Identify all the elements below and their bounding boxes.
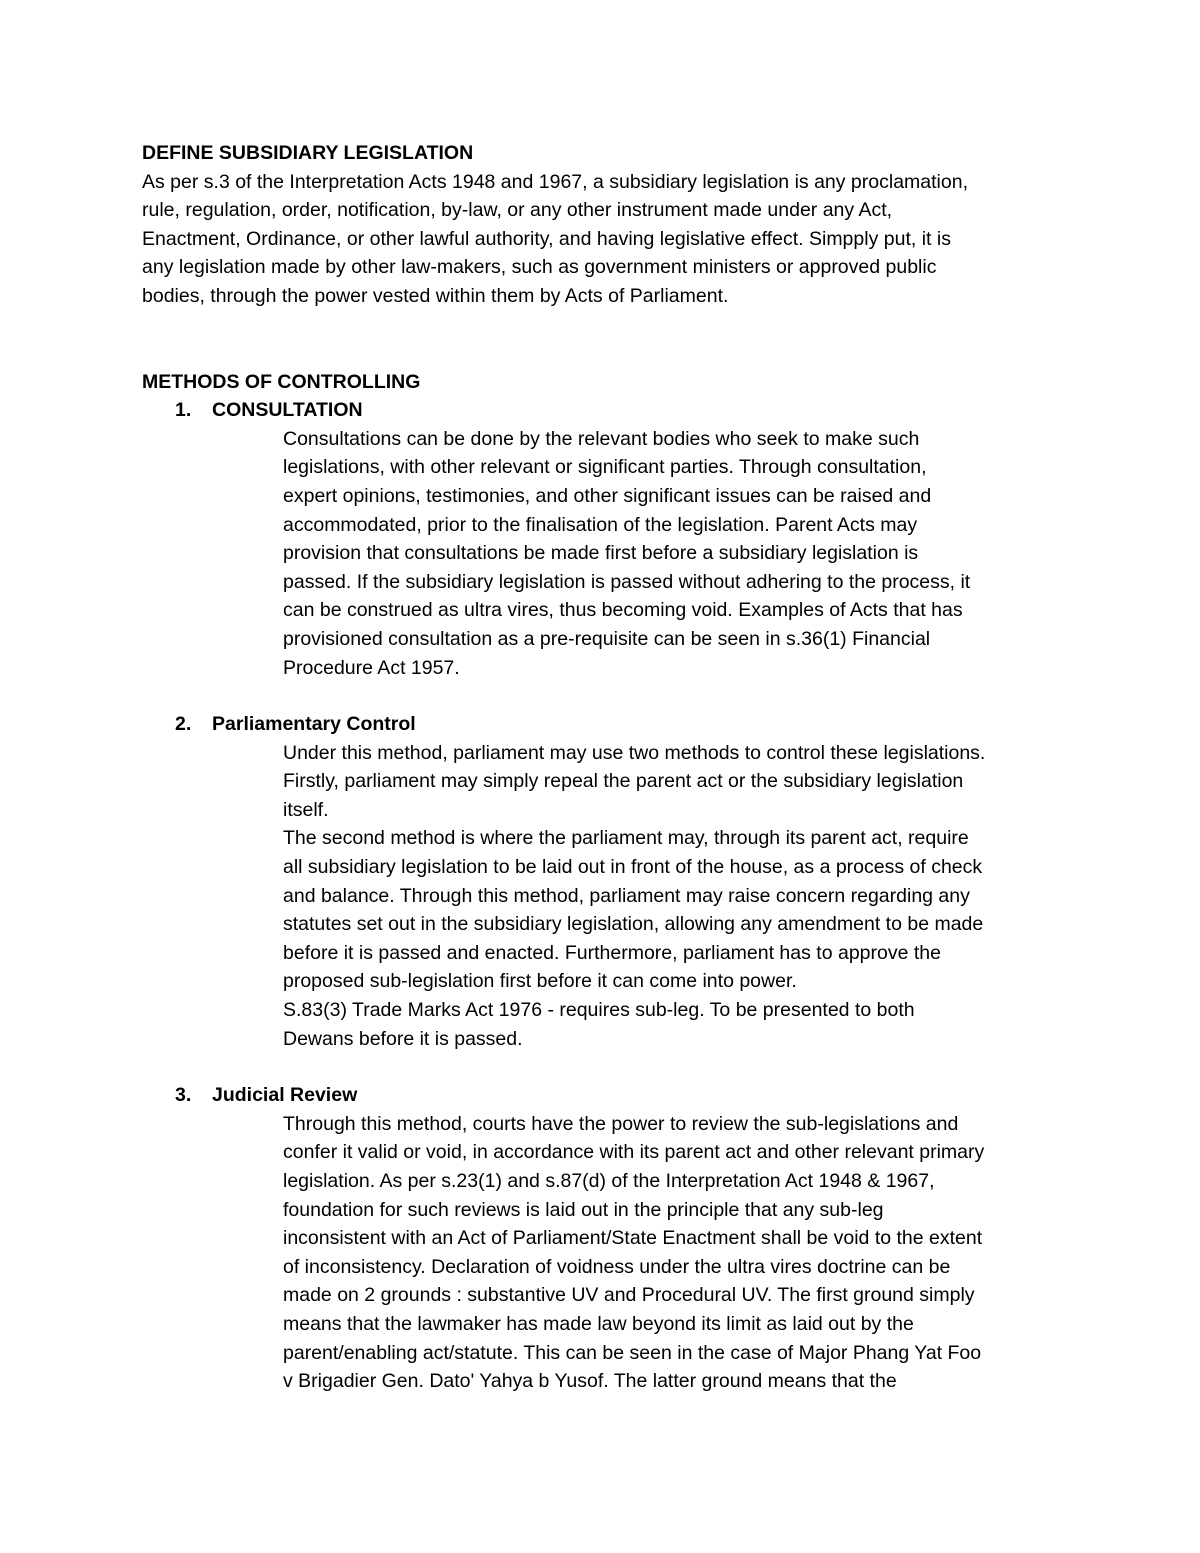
document-content [142, 139, 1072, 1396]
methods-heading: METHODS OF CONTROLLING [142, 370, 421, 393]
method-item-title: CONSULTATION [212, 399, 363, 422]
method-body-line: provisioned consultation as a pre-requisite can be seen in s.36(1) Financial [283, 627, 931, 650]
method-item-title: Judicial Review [212, 1084, 358, 1107]
definition-line: Enactment, Ordinance, or other lawful authority, and having legislative effect. Simpply put, it is [142, 227, 951, 250]
method-body-line: foundation for such reviews is laid out in the principle that any sub-leg [283, 1198, 884, 1221]
method-body-line: of inconsistency. Declaration of voidness under the ultra vires doctrine can be [283, 1255, 951, 1278]
method-item-number: 2. [175, 713, 192, 736]
definition-heading: DEFINE SUBSIDIARY LEGISLATION [142, 142, 474, 164]
section-spacer [142, 311, 1072, 368]
method-body-line: Under this method, parliament may use two methods to control these legislations. [283, 741, 986, 764]
method-body-line: passed. If the subsidiary legislation is passed without adhering to the process, it [283, 570, 971, 593]
method-item-body [142, 1110, 1072, 1396]
definition-line: As per s.3 of the Interpretation Acts 1948 and 1967, a subsidiary legislation is any proclamation, [142, 170, 968, 193]
item-spacer [142, 682, 1072, 710]
method-item-body [142, 739, 1072, 1054]
method-body-line: parent/enabling act/statute. This can be seen in the case of Major Phang Yat Foo [283, 1341, 982, 1364]
method-item-body [142, 425, 1072, 682]
method-item-number: 3. [175, 1084, 192, 1107]
method-item-number: 1. [175, 399, 192, 422]
definition-line: bodies, through the power vested within them by Acts of Parliament. [142, 284, 729, 307]
method-body-line: Consultations can be done by the relevant bodies who seek to make such [283, 427, 920, 450]
method-body-line: accommodated, prior to the finalisation of the legislation. Parent Acts may [283, 513, 918, 536]
method-body-line: made on 2 grounds : substantive UV and Procedural UV. The first ground simply [283, 1284, 975, 1307]
method-item-heading [142, 1081, 1072, 1110]
method-body-line: can be construed as ultra vires, thus becoming void. Examples of Acts that has [283, 599, 963, 622]
method-body-line: and balance. Through this method, parliament may raise concern regarding any [283, 884, 970, 907]
method-body-line: Procedure Act 1957. [283, 656, 460, 679]
method-body-line: proposed sub-legislation first before it can come into power. [283, 970, 797, 993]
method-body-line: means that the lawmaker has made law beyond its limit as laid out by the [283, 1312, 914, 1335]
method-body-line: before it is passed and enacted. Furthermore, parliament has to approve the [283, 941, 941, 964]
method-body-line: confer it valid or void, in accordance with its parent act and other relevant primary [283, 1141, 985, 1164]
method-body-line: itself. [283, 798, 329, 821]
item-spacer [142, 1053, 1072, 1081]
method-body-line: expert opinions, testimonies, and other significant issues can be raised and [283, 484, 932, 507]
method-item-heading [142, 396, 1072, 425]
definition-line: any legislation made by other law-makers, such as government ministers or approved public [142, 256, 937, 279]
method-item-heading [142, 710, 1072, 739]
method-body-line: legislations, with other relevant or significant parties. Through consultation, [283, 456, 927, 479]
method-body-line: Dewans before it is passed. [283, 1027, 523, 1050]
definition-paragraph [142, 168, 1072, 311]
method-body-line: all subsidiary legislation to be laid out in front of the house, as a process of check [283, 856, 983, 879]
method-body-line: inconsistent with an Act of Parliament/State Enactment shall be void to the extent [283, 1227, 983, 1250]
method-body-line: The second method is where the parliament may, through its parent act, require [283, 827, 969, 850]
method-body-line: legislation. As per s.23(1) and s.87(d) of the Interpretation Act 1948 & 1967, [283, 1170, 935, 1192]
definition-line: rule, regulation, order, notification, by-law, or any other instrument made under any Act, [142, 199, 893, 222]
method-body-line: Through this method, courts have the power to review the sub-legislations and [283, 1112, 959, 1135]
method-item-title: Parliamentary Control [212, 713, 416, 736]
method-body-line: provision that consultations be made first before a subsidiary legislation is [283, 542, 919, 565]
method-body-line: S.83(3) Trade Marks Act 1976 - requires sub-leg. To be presented to both [283, 999, 915, 1022]
method-body-line: v Brigadier Gen. Dato' Yahya b Yusof. The latter ground means that the [283, 1370, 897, 1393]
method-body-line: statutes set out in the subsidiary legislation, allowing any amendment to be made [283, 913, 984, 936]
method-body-line: Firstly, parliament may simply repeal the parent act or the subsidiary legislation [283, 770, 964, 793]
